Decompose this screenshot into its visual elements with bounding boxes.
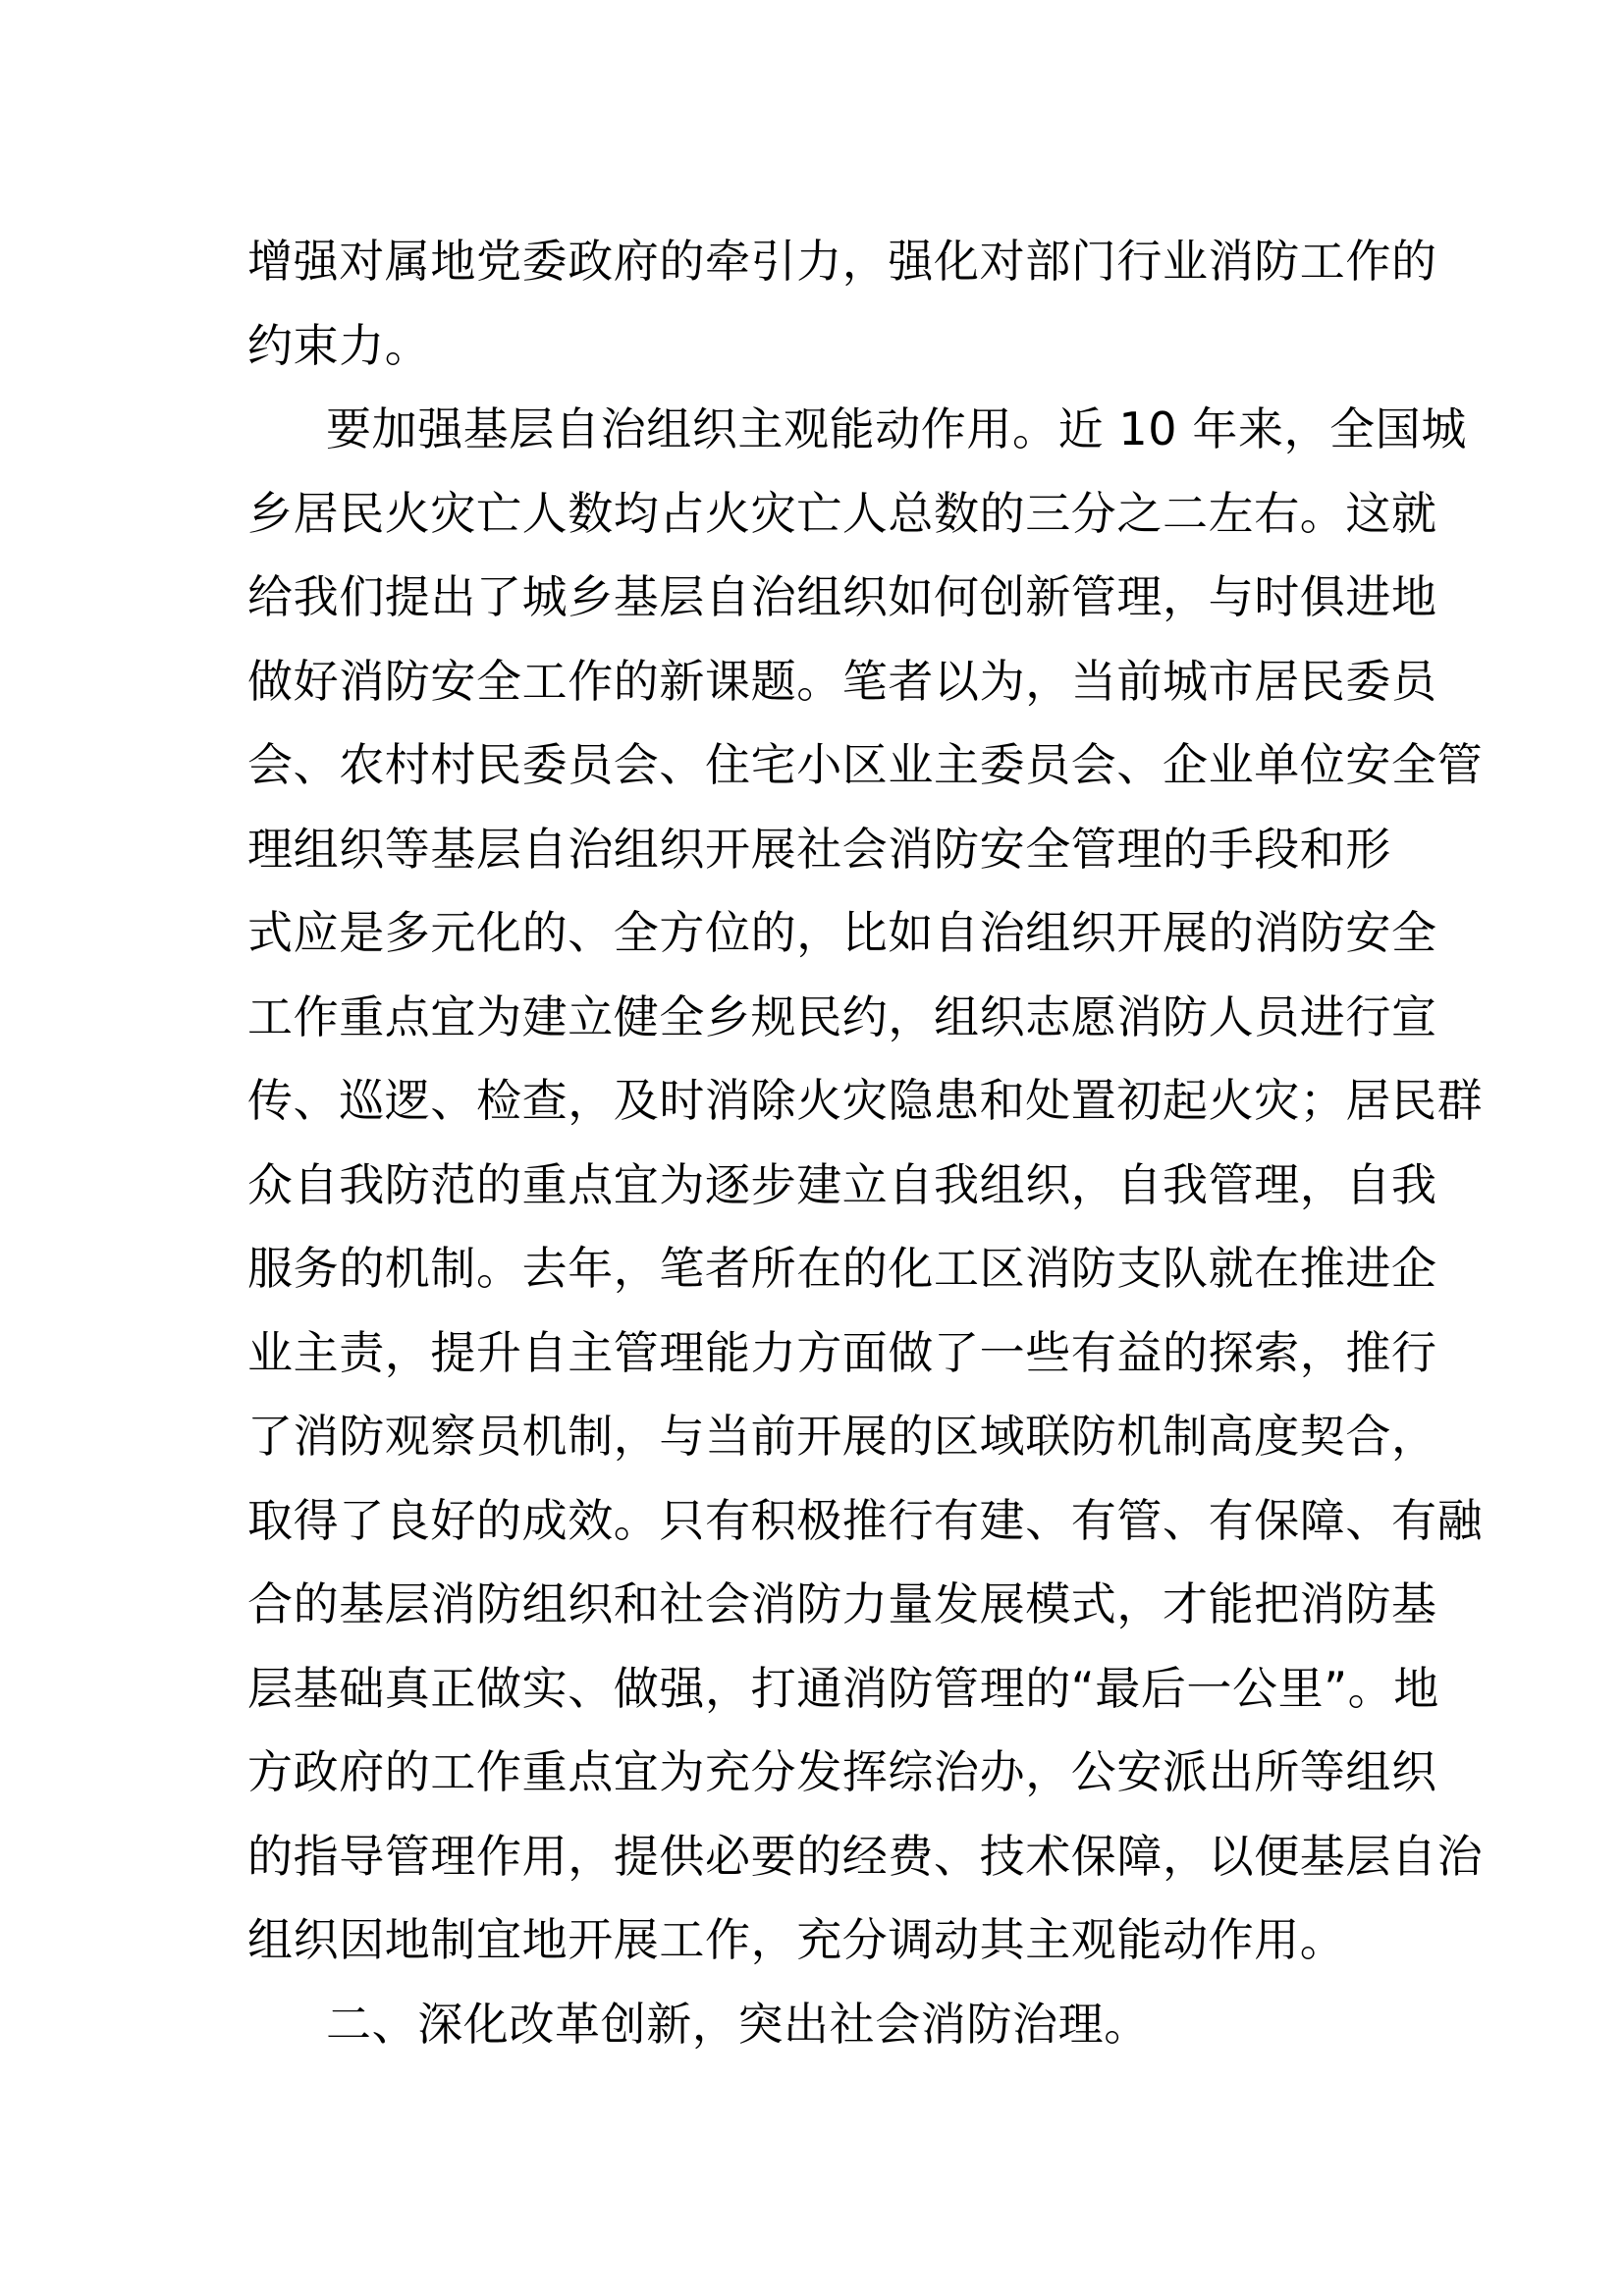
paragraph-grassroots-organizations (247, 388, 1484, 1983)
text-line: 传、巡逻、检查，及时消除火灾隐患和处置初起火灾；居民群 (247, 1074, 1484, 1127)
text-line: 方政府的工作重点宜为充分发挥综治办，公安派出所等组织 (247, 1745, 1437, 1798)
text-line: 工作重点宜为建立健全乡规民约，组织志愿消防人员进行宣 (247, 989, 1437, 1043)
heading-line: 二、深化改革创新，突出社会消防治理。 (326, 1997, 1150, 2051)
text-line: 的指导管理作用，提供必要的经费、技术保障，以便基层自治 (247, 1829, 1484, 1883)
text-line: 做好消防安全工作的新课题。笔者以为，当前城市居民委员 (247, 654, 1437, 708)
text-line: 服务的机制。去年，笔者所在的化工区消防支队就在推进企 (247, 1242, 1437, 1295)
text-line: 合的基层消防组织和社会消防力量发展模式，才能把消防基 (247, 1577, 1437, 1630)
text-line: 会、农村村民委员会、住宅小区业主委员会、企业单位安全管 (247, 738, 1484, 791)
text-line: 给我们提出了城乡基层自治组织如何创新管理，与时俱进地 (247, 570, 1437, 623)
text-line: 要加强基层自治组织主观能动作用。近 10 年来，全国城 (326, 402, 1467, 455)
paragraph-continuation (247, 220, 1437, 388)
text-line: 众自我防范的重点宜为逐步建立自我组织，自我管理，自我 (247, 1157, 1437, 1211)
text-line: 理组织等基层自治组织开展社会消防安全管理的手段和形 (247, 822, 1391, 876)
text-line: 取得了良好的成效。只有积极推行有建、有管、有保障、有融 (247, 1493, 1484, 1547)
text-line: 业主责，提升自主管理能力方面做了一些有益的探索，推行 (247, 1325, 1437, 1379)
text-line: 了消防观察员机制，与当前开展的区域联防机制高度契合， (247, 1410, 1437, 1463)
text-line: 组织因地制宜地开展工作，充分调动其主观能动作用。 (247, 1913, 1346, 1966)
text-line: 式应是多元化的、全方位的，比如自治组织开展的消防安全 (247, 906, 1437, 959)
section-heading (247, 1983, 1392, 2067)
document-page (247, 220, 1484, 2066)
text-line: 乡居民火灾亡人数均占火灾亡人总数的三分之二左右。这就 (247, 486, 1437, 540)
text-line: 增强对属地党委政府的牵引力，强化对部门行业消防工作的 (247, 235, 1437, 288)
text-line: 层基础真正做实、做强，打通消防管理的“最后一公里”。地 (247, 1661, 1439, 1715)
text-line: 约束力。 (247, 318, 431, 372)
